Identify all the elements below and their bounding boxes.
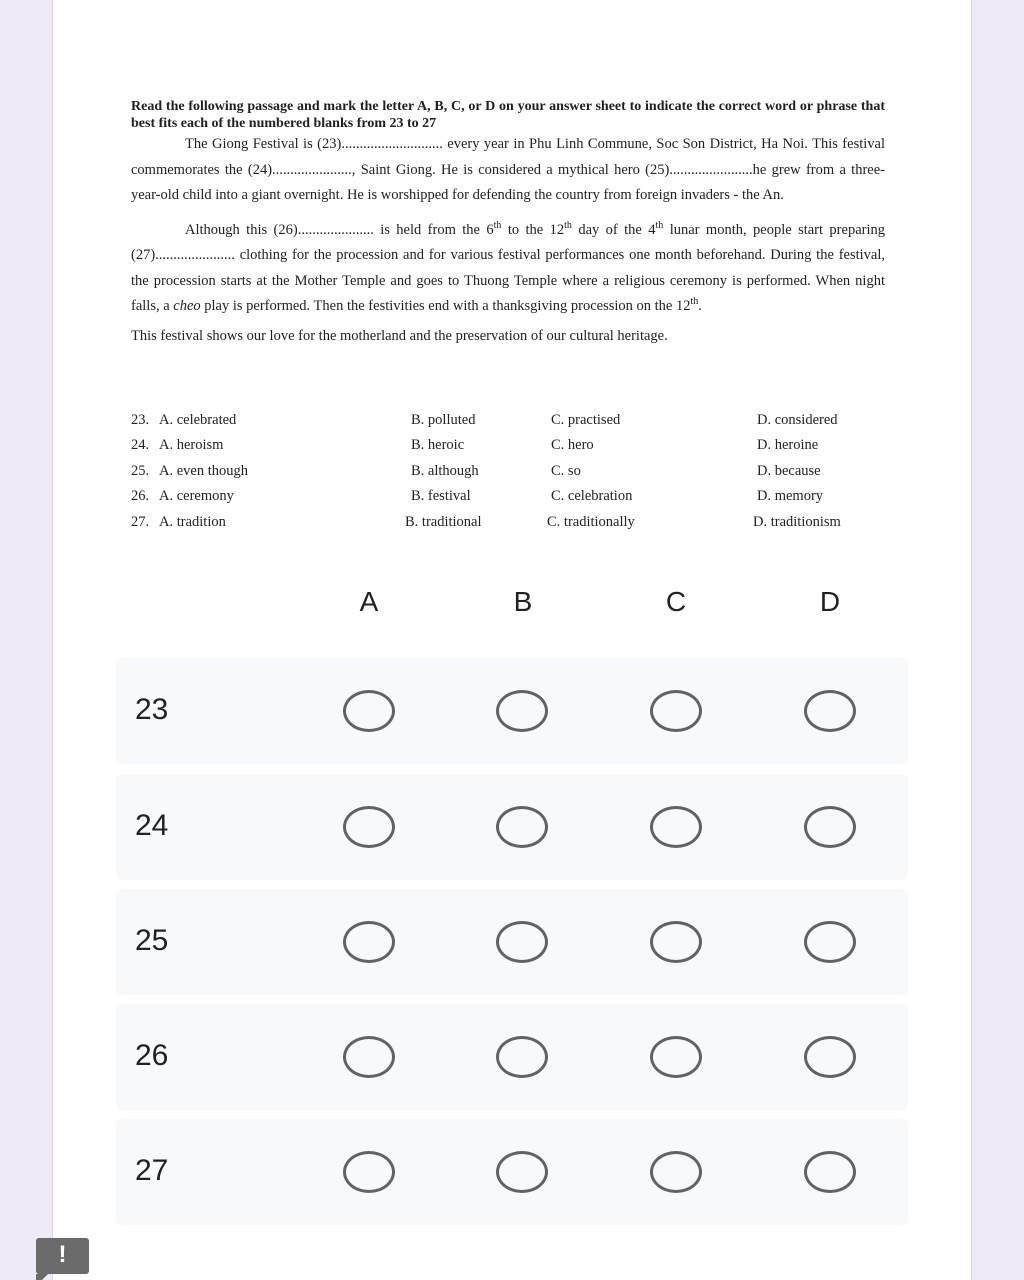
radio-27-c[interactable] xyxy=(650,1151,702,1193)
radio-23-c[interactable] xyxy=(650,690,702,732)
option-row-26: 26. A. ceremony B. festival C. celebration D. memory xyxy=(131,488,824,505)
radio-24-a[interactable] xyxy=(343,806,395,848)
option-row-25: 25. A. even though B. although C. so D. because xyxy=(131,462,821,479)
radio-27-b[interactable] xyxy=(496,1151,548,1193)
column-header-d: D xyxy=(819,586,841,617)
radio-24-b[interactable] xyxy=(496,806,548,848)
radio-24-d[interactable] xyxy=(804,806,856,848)
radio-26-d[interactable] xyxy=(804,1036,856,1078)
row-label: 25 xyxy=(135,924,169,957)
radio-26-c[interactable] xyxy=(650,1036,702,1078)
grid-row-24 xyxy=(116,774,908,880)
radio-23-a[interactable] xyxy=(343,690,395,732)
radio-24-c[interactable] xyxy=(650,806,702,848)
grid-row-25 xyxy=(116,889,908,995)
grid-row-26 xyxy=(116,1004,908,1110)
exclamation-icon: ! xyxy=(58,1241,67,1268)
grid-row-23 xyxy=(116,658,908,764)
row-label: 26 xyxy=(135,1039,169,1072)
options-list xyxy=(131,408,891,535)
option-row-27: 27. A. tradition B. traditional C. traditionally D. traditionism xyxy=(131,513,841,530)
column-header-b: B xyxy=(513,586,533,617)
option-row-23: 23. A. celebrated B. polluted C. practised D. considered xyxy=(131,412,838,428)
radio-23-d[interactable] xyxy=(804,690,856,732)
passage-paragraph-1: The Giong Festival is (23)............................ every year in Phu Linh Commune, Soc Son District, Ha Noi. This festival commemorates the (24)......................, Saint Giong. He is considered a mythical hero (25).......................he grew from a three-year-old child into a giant overnight. He is worshipped for defending the country from foreign invaders - the An. xyxy=(131,136,885,203)
question-passage xyxy=(131,98,885,348)
radio-25-b[interactable] xyxy=(496,921,548,963)
instruction-text: Read the following passage and mark the letter A, B, C, or D on your answer sheet to indicate the correct word or phrase that best fits each of the numbered blanks from 23 to 27 xyxy=(131,99,885,131)
radio-27-a[interactable] xyxy=(343,1151,395,1193)
passage-paragraph-2: Although this (26)..................... is held from the 6th to the 12th day of the 4th lunar month, people start preparing (27)...................... clothing for the procession and for various festival performances one month beforehand. During the festival, the procession starts at the Mother Temple and goes to Thuong Temple where a religious ceremony is performed. When night falls, a cheo play is performed. Then the festivities end with a thanksgiving procession on the 12th. xyxy=(131,219,885,314)
radio-26-b[interactable] xyxy=(496,1036,548,1078)
grid-row-27 xyxy=(116,1119,908,1225)
radio-27-d[interactable] xyxy=(804,1151,856,1193)
column-header-c: C xyxy=(665,586,687,617)
row-label: 24 xyxy=(135,809,169,842)
radio-25-d[interactable] xyxy=(804,921,856,963)
report-feedback-button[interactable] xyxy=(36,1238,89,1274)
radio-23-b[interactable] xyxy=(496,690,548,732)
passage-paragraph-3: This festival shows our love for the motherland and the preservation of our cultural heritage. xyxy=(131,327,668,344)
column-header-a: A xyxy=(359,586,379,617)
option-row-24: 24. A. heroism B. heroic C. hero D. heroine xyxy=(131,437,819,454)
row-label: 23 xyxy=(135,693,169,726)
radio-26-a[interactable] xyxy=(343,1036,395,1078)
radio-25-c[interactable] xyxy=(650,921,702,963)
row-label: 27 xyxy=(135,1154,169,1187)
radio-25-a[interactable] xyxy=(343,921,395,963)
